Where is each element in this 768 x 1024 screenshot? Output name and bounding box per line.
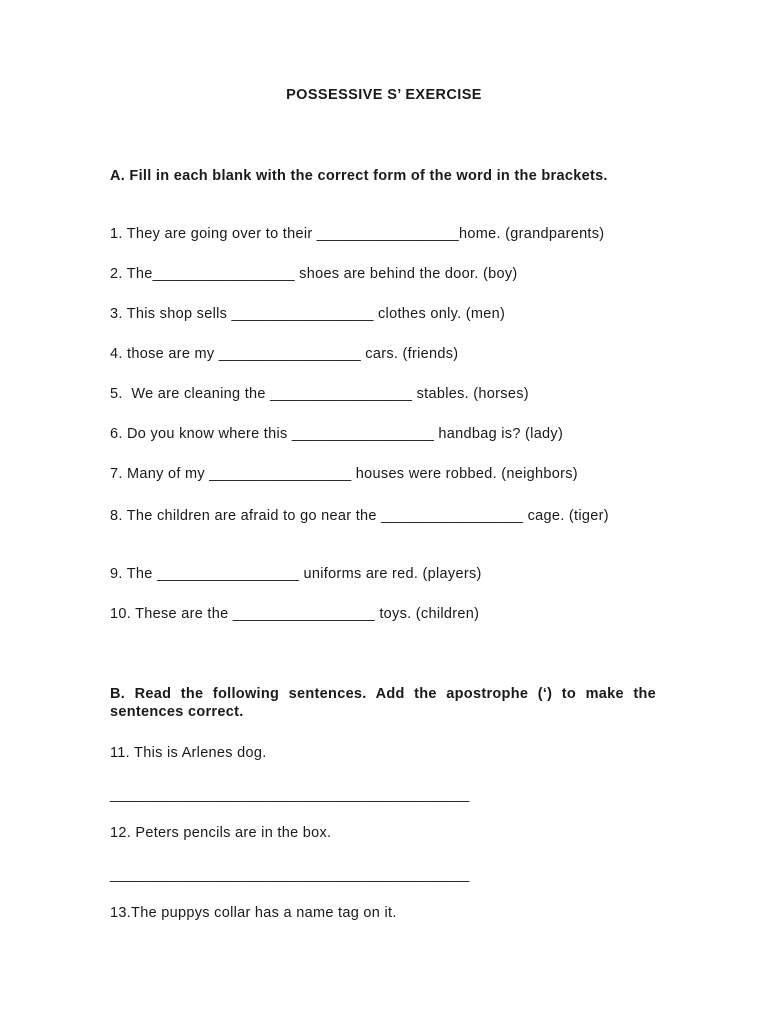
answer-line-12: ___________________________________________ [110,867,470,883]
exercise-item-5: 5. We are cleaning the _________________ stables. (horses) [110,386,529,402]
exercise-item-6: 6. Do you know where this _________________ handbag is? (lady) [110,426,564,442]
exercise-item-4: 4. those are my _________________ cars. (friends) [110,346,459,362]
sentence-item-11: 11. This is Arlenes dog. [110,745,267,761]
section-a-heading: A. Fill in each blank with the correct form of the word in the brackets. [110,168,608,184]
exercise-item-3: 3. This shop sells _________________ clothes only. (men) [110,306,506,322]
sentence-item-13: 13.The puppys collar has a name tag on it. [110,905,397,921]
exercise-item-1: 1. They are going over to their _________________home. (grandparents) [110,226,605,242]
exercise-item-8: 8. The children are afraid to go near the _________________ cage. (tiger) [110,508,609,524]
exercise-item-2: 2. The_________________ shoes are behind the door. (boy) [110,266,518,282]
exercise-item-10: 10. These are the _________________ toys. (children) [110,606,480,622]
section-b-heading: B. Read the following sentences. Add the apostrophe (‘) to make the sentences correct. [110,686,656,720]
answer-line-11: ___________________________________________ [110,787,470,803]
sentence-item-12: 12. Peters pencils are in the box. [110,825,332,841]
exercise-item-9: 9. The _________________ uniforms are red. (players) [110,566,482,582]
exercise-item-7: 7. Many of my _________________ houses were robbed. (neighbors) [110,466,578,482]
page-title: POSSESSIVE S’ EXERCISE [286,87,482,103]
